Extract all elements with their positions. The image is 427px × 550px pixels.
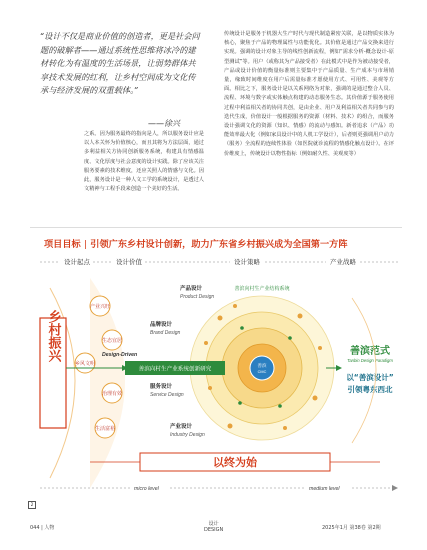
top-label-value: 设计价值 <box>116 259 142 266</box>
paradigm-slogan-2: 引领粤东西北 <box>347 385 393 394</box>
article-left-column: 之系。因为服务最终的指向是人，所以服务设计应是以人本关怀为价值核心，而且其将为方法层面，通过多利益相关方协同创新服务系统，构建具有情感温度、文化厚度与社会意度的设计实践。除了应该关注服务要素的技术维度，还应关照人的情感与文化。因此，服务设计是一种人文工学的系统设计，是透过人文精神与工程手段来创造一个美好的生活。 <box>84 131 204 193</box>
product-design-en: Product Design <box>180 294 215 300</box>
core-label-cn: 善滨 <box>257 364 267 369</box>
footer-right: 2025年1月 第38卷 第2期 <box>322 525 381 531</box>
paradigm-slogan-1: 以“善滨设计” <box>346 373 394 382</box>
pull-quote-author: ——徐兴 <box>148 119 180 128</box>
bottom-banner-text: 以终为始 <box>213 456 257 469</box>
article-right-column: 传统设计是服务于机器大生产时代与现代制造紧密关联，是以物质实体为核心，聚焦于产品的物理属性与功能优化。其价值是通过产品交换来进行实现。强调的设计对象主导的线性创新流程，例如“需求分析-概念设计-原型测试”等。用户（或称其为产品接受者）在此模式中是作为被动接受者，产品或设计价值的衡量标准则主要集中于产品质量、生产成本与市场销量，缘致时间维度在用户后需量标准才愿使用方式、可用性、美观等方面。相比之下，服务设计是以关系网络为对象，强调的是通过整合人员、流程、环境与数字或实体触点构建的动态服务生态。其价值源于服务使用过程中利益相关者的协同共创，是由企业、用户及利益相关者共同参与的迭代生成，价值设计一般根据服务的资源（材料、技术）的组合，而服务设计强调文化的资源（知识、情感）的流动与感知。新者追求（产品）功能效率最大化（例如家具设计中的人机工学设计），后者则更强调用户动力（服务）全流程的连续性体验（如医院就诊流程的情感化触点设计）。在评价维度上，传统设计以物性指标（例如耐久性、美观度等） <box>224 31 394 157</box>
circle-effective-governance: 治理有效 <box>101 391 123 397</box>
design-driven-label: Design-Driven <box>102 352 138 358</box>
page-tab: 2 <box>28 501 36 509</box>
pull-quote <box>40 30 200 98</box>
medium-level-label: medium level <box>309 486 340 492</box>
brand-design-cn: 品牌设计 <box>150 322 173 328</box>
project-diagram <box>30 227 402 510</box>
diagram-title-left: 项目目标 <box>44 239 81 250</box>
paradigm-title-en: Tanbin Design Paradigm <box>347 358 393 363</box>
circle-ecological-livable: 生态宜居 <box>101 338 123 344</box>
diagram-svg <box>30 228 402 510</box>
industry-design-cn: 产业设计 <box>170 424 193 430</box>
footer-left: 044 | 人物 <box>30 525 55 531</box>
circle-industry-prosperity: 产业兴旺 <box>89 304 111 310</box>
footer-center <box>204 521 223 533</box>
core-label-en: CMC <box>257 370 267 374</box>
service-design-cn: 服务设计 <box>150 384 173 390</box>
micro-level-label: micro level <box>134 486 159 492</box>
rural-revitalization-label: 乡村振兴 <box>45 310 61 362</box>
footer-center-cn: 设计 <box>208 521 219 527</box>
center-banner-text: 善滨向村生产业系统创新研究 <box>138 366 212 373</box>
brand-design-en: Brand Design <box>150 330 181 336</box>
top-label-strategy: 设计策略 <box>234 259 260 266</box>
top-label-industry: 产业战略 <box>330 259 356 266</box>
paradigm-title-cn: 善滨范式 <box>350 346 390 357</box>
footer-center-en: DESIGN <box>204 527 224 533</box>
pull-quote-text: “设计不仅是商业价值的创造者，更是社会问题的破解者——通过系统性思维将冰冷的建材转化为有温度的生活场景，让弱势群体共享技术发展的红利，让乡村空间成为文化传承与经济发展的双重载体。” <box>40 31 200 96</box>
service-design-en: Service Design <box>150 392 184 398</box>
diagram-title-right: 引领广东乡村设计创新，助力广东省乡村振兴成为全国第一方阵 <box>90 239 348 250</box>
circle-rural-civilization: 乡风文明 <box>74 361 96 367</box>
product-design-cn: 产品设计 <box>180 286 203 292</box>
industry-design-en: Industry Design <box>170 432 205 438</box>
diagram-title-separator: | <box>83 239 88 250</box>
ring-label: 善滨向村生产业结构系统 <box>234 286 290 292</box>
circle-affluent-life: 生活富裕 <box>94 426 116 432</box>
top-label-start: 设计起点 <box>64 259 90 266</box>
